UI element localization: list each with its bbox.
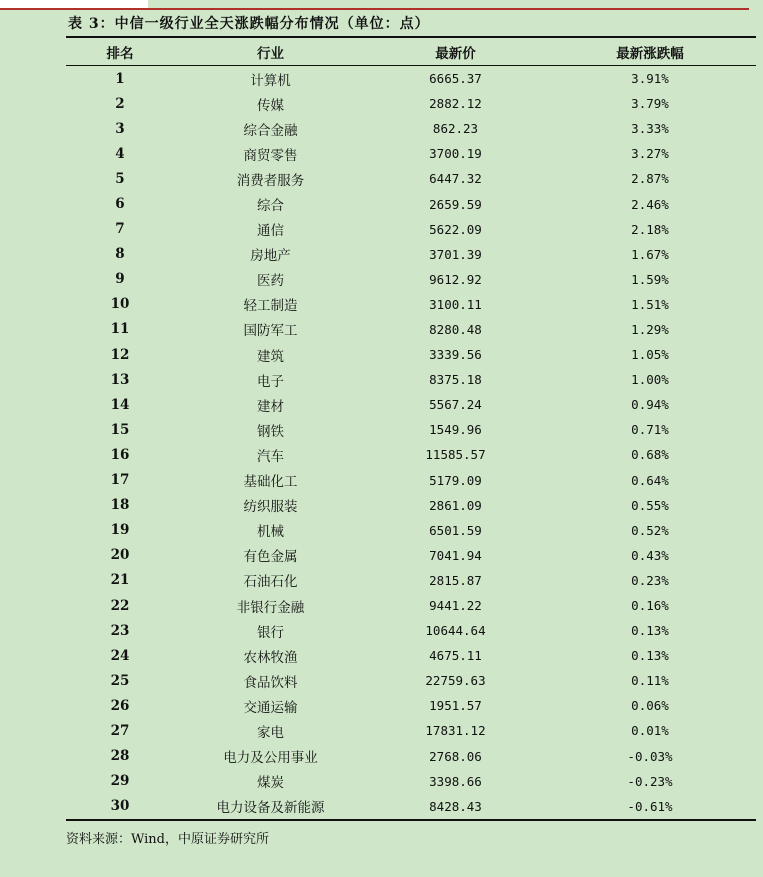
rank-cell: 27 — [110, 722, 130, 739]
change-cell: 0.16% — [631, 598, 669, 614]
change-cell: 3.79% — [631, 96, 669, 112]
table-row — [66, 66, 756, 92]
change-cell: 2.46% — [631, 196, 669, 212]
industry-cell: 综合金融 — [243, 122, 298, 139]
change-cell: 0.94% — [631, 397, 669, 413]
rank-cell: 1 — [115, 70, 125, 87]
change-cell: 3.33% — [631, 121, 669, 137]
table-row — [66, 392, 756, 417]
table-row — [66, 367, 756, 392]
industry-table-container — [66, 36, 756, 821]
industry-cell: 传媒 — [257, 97, 284, 114]
rank-cell: 20 — [110, 547, 130, 564]
industry-cell: 石油石化 — [243, 574, 298, 591]
price-cell: 8280.48 — [429, 321, 482, 337]
rank-cell: 25 — [110, 672, 130, 689]
header-change: 最新涨跌幅 — [616, 45, 684, 62]
rank-cell: 2 — [115, 95, 125, 112]
rank-cell: 14 — [110, 396, 130, 413]
header-strip — [0, 0, 148, 8]
rank-cell: 26 — [110, 697, 130, 714]
price-cell: 1549.96 — [429, 422, 482, 438]
table-row — [66, 141, 756, 166]
table-row — [66, 693, 756, 718]
industry-cell: 计算机 — [250, 72, 291, 89]
industry-cell: 基础化工 — [243, 474, 298, 491]
price-cell: 9441.22 — [429, 598, 482, 614]
industry-cell: 建材 — [257, 398, 284, 415]
table-row — [66, 518, 756, 543]
change-cell: 1.51% — [631, 296, 669, 312]
price-cell: 1951.57 — [429, 698, 482, 714]
price-cell: 8428.43 — [429, 798, 482, 814]
industry-cell: 非银行金融 — [236, 599, 305, 616]
price-cell: 2861.09 — [429, 497, 482, 513]
rank-cell: 8 — [115, 246, 125, 263]
source-note: 资料来源：Wind，中原证券研究所 — [66, 832, 269, 847]
price-cell: 2815.87 — [429, 572, 482, 588]
rank-cell: 17 — [110, 472, 130, 489]
change-cell: 3.91% — [631, 71, 669, 87]
change-cell: 0.71% — [631, 422, 669, 438]
change-cell: 0.64% — [631, 472, 669, 488]
price-cell: 2882.12 — [429, 96, 482, 112]
rank-cell: 30 — [110, 798, 130, 815]
industry-cell: 食品饮料 — [243, 674, 298, 691]
price-cell: 8375.18 — [429, 372, 482, 388]
change-cell: -0.23% — [627, 773, 673, 789]
top-rule — [0, 8, 749, 10]
table-row — [66, 217, 756, 242]
table-row — [66, 668, 756, 693]
industry-cell: 银行 — [257, 624, 284, 641]
table-row — [66, 417, 756, 442]
price-cell: 2768.06 — [429, 748, 482, 764]
table-row — [66, 468, 756, 493]
price-cell: 5622.09 — [429, 221, 482, 237]
price-cell: 5179.09 — [429, 472, 482, 488]
header-industry: 行业 — [257, 45, 284, 62]
table-row — [66, 493, 756, 518]
rank-cell: 12 — [110, 346, 130, 363]
change-cell: 1.00% — [631, 372, 669, 388]
table-row — [66, 593, 756, 618]
industry-cell: 电子 — [257, 373, 284, 390]
industry-cell: 房地产 — [250, 248, 291, 265]
industry-cell: 消费者服务 — [236, 172, 305, 189]
header-price: 最新价 — [435, 45, 476, 62]
rank-cell: 21 — [110, 572, 130, 589]
table-row — [66, 744, 756, 769]
change-cell: 0.13% — [631, 623, 669, 639]
table-body — [66, 66, 756, 820]
price-cell: 2659.59 — [429, 196, 482, 212]
rank-cell: 7 — [115, 221, 125, 238]
price-cell: 17831.12 — [425, 723, 486, 739]
rank-cell: 11 — [110, 321, 130, 338]
rank-cell: 15 — [110, 421, 130, 438]
table-row — [66, 769, 756, 794]
industry-cell: 钢铁 — [257, 423, 284, 440]
change-cell: 2.87% — [631, 171, 669, 187]
table-row — [66, 91, 756, 116]
price-cell: 862.23 — [432, 121, 479, 137]
table-header-row — [66, 37, 756, 66]
change-cell: 0.52% — [631, 522, 669, 538]
change-cell: -0.03% — [627, 748, 673, 764]
change-cell: 0.13% — [631, 648, 669, 664]
table-row — [66, 267, 756, 292]
table-row — [66, 794, 756, 820]
industry-cell: 电力及公用事业 — [223, 750, 318, 767]
table-row — [66, 191, 756, 216]
change-cell: 1.29% — [631, 321, 669, 337]
rank-cell: 9 — [115, 271, 125, 288]
table-row — [66, 442, 756, 467]
price-cell: 7041.94 — [429, 547, 482, 563]
rank-cell: 4 — [115, 145, 125, 162]
change-cell: 0.11% — [631, 673, 669, 689]
industry-cell: 纺织服装 — [243, 499, 298, 516]
rank-cell: 3 — [115, 120, 125, 137]
change-cell: 0.06% — [631, 698, 669, 714]
change-cell: -0.61% — [627, 798, 673, 814]
price-cell: 11585.57 — [425, 447, 486, 463]
table-row — [66, 643, 756, 668]
table-row — [66, 292, 756, 317]
industry-cell: 建筑 — [257, 348, 284, 365]
industry-cell: 国防军工 — [243, 323, 298, 340]
industry-cell: 煤炭 — [257, 775, 284, 792]
change-cell: 0.23% — [631, 572, 669, 588]
table-row — [66, 166, 756, 191]
rank-cell: 6 — [115, 196, 125, 213]
price-cell: 6447.32 — [429, 171, 482, 187]
change-cell: 2.18% — [631, 221, 669, 237]
price-cell: 6501.59 — [429, 522, 482, 538]
change-cell: 1.59% — [631, 271, 669, 287]
table-row — [66, 618, 756, 643]
price-cell: 3100.11 — [429, 296, 482, 312]
change-cell: 0.55% — [631, 497, 669, 513]
price-cell: 6665.37 — [429, 71, 482, 87]
rank-cell: 13 — [110, 371, 130, 388]
industry-cell: 有色金属 — [243, 549, 298, 566]
industry-cell: 机械 — [257, 524, 284, 541]
price-cell: 3339.56 — [429, 347, 482, 363]
change-cell: 0.68% — [631, 447, 669, 463]
industry-cell: 医药 — [257, 273, 284, 290]
industry-cell: 农林牧渔 — [243, 649, 298, 666]
rank-cell: 18 — [110, 497, 130, 514]
price-cell: 4675.11 — [429, 648, 482, 664]
rank-cell: 22 — [110, 597, 130, 614]
industry-cell: 综合 — [257, 198, 284, 215]
rank-cell: 16 — [110, 446, 130, 463]
header-rank: 排名 — [106, 45, 134, 62]
price-cell: 9612.92 — [429, 271, 482, 287]
industry-cell: 家电 — [257, 724, 284, 741]
change-cell: 1.67% — [631, 246, 669, 262]
table-row — [66, 718, 756, 743]
change-cell: 0.01% — [631, 723, 669, 739]
table-caption: 表 3：中信一级行业全天涨跌幅分布情况（单位：点） — [68, 16, 430, 32]
rank-cell: 10 — [110, 296, 130, 313]
rank-cell: 23 — [110, 622, 130, 639]
industry-cell: 电力设备及新能源 — [216, 800, 325, 817]
industry-cell: 商贸零售 — [243, 147, 298, 164]
table-row — [66, 317, 756, 342]
table-row — [66, 116, 756, 141]
rank-cell: 5 — [115, 170, 125, 187]
rank-cell: 29 — [110, 773, 130, 790]
rank-cell: 28 — [110, 748, 130, 765]
table-row — [66, 242, 756, 267]
price-cell: 5567.24 — [429, 397, 482, 413]
industry-cell: 汽车 — [257, 448, 284, 465]
industry-cell: 轻工制造 — [243, 298, 298, 315]
price-cell: 22759.63 — [425, 673, 486, 689]
table-row — [66, 543, 756, 568]
price-cell: 3700.19 — [429, 146, 482, 162]
industry-cell: 通信 — [257, 223, 284, 240]
change-cell: 1.05% — [631, 347, 669, 363]
industry-cell: 交通运输 — [243, 699, 298, 716]
price-cell: 3398.66 — [429, 773, 482, 789]
price-cell: 3701.39 — [429, 246, 482, 262]
industry-change-table — [66, 36, 756, 821]
price-cell: 10644.64 — [425, 623, 486, 639]
table-row — [66, 342, 756, 367]
change-cell: 0.43% — [631, 547, 669, 563]
rank-cell: 24 — [110, 647, 130, 664]
rank-cell: 19 — [110, 522, 130, 539]
change-cell: 3.27% — [631, 146, 669, 162]
table-row — [66, 568, 756, 593]
